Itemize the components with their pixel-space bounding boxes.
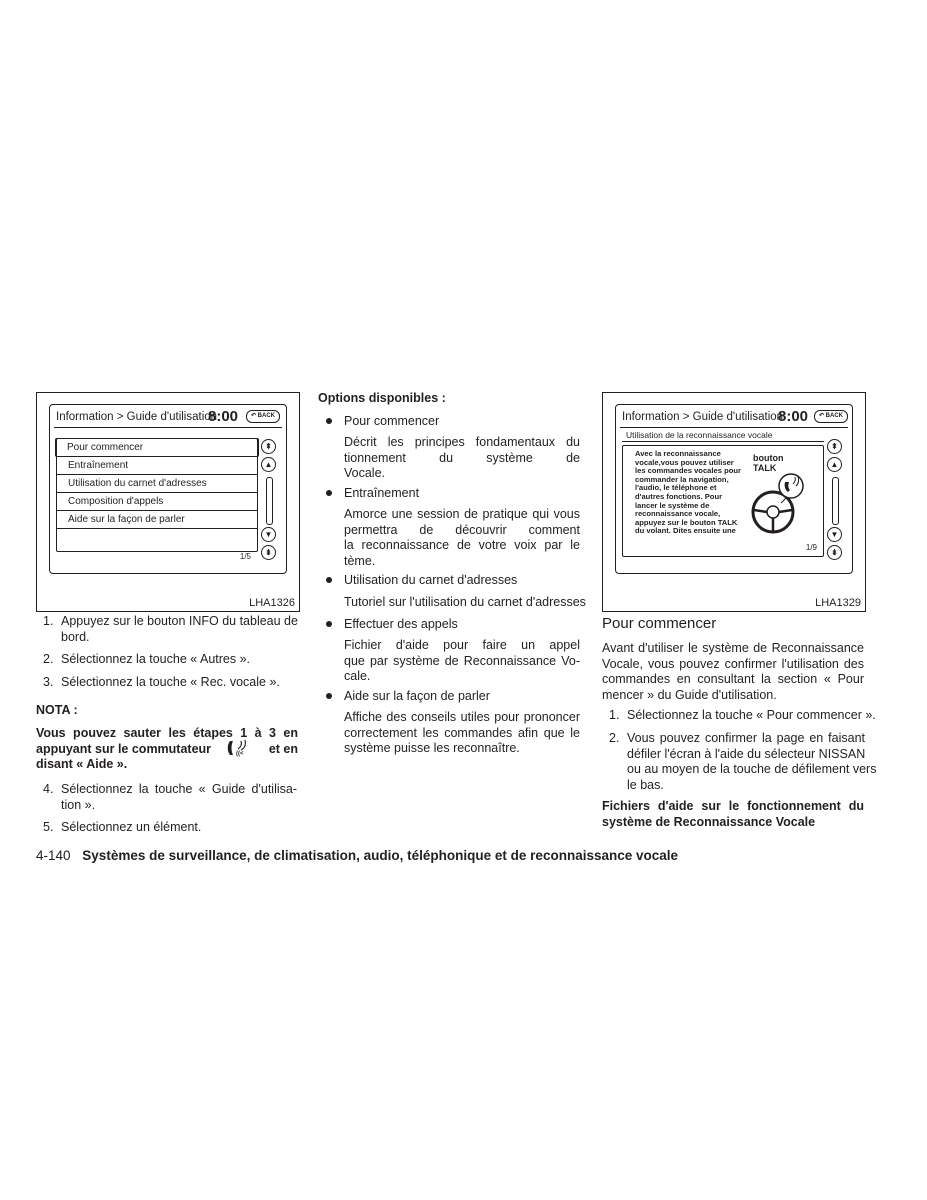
- menu-item-carnet-adresses[interactable]: Utilisation du carnet d'adresses: [57, 475, 257, 493]
- screen-clock: 8:00: [208, 408, 239, 425]
- page-counter: 1/9: [805, 543, 817, 552]
- menu-item-pour-commencer[interactable]: Pour commencer: [55, 438, 259, 457]
- options-heading: Options disponibles :: [318, 391, 446, 405]
- help-text: Avec la reconnaissance vocale,vous pouvez utiliser les commandes vocales pour commander la navigation, l'audio, le téléphone et d'autres fonctions. Pour lancer le système de reconnaissance vocale, appuyez sur le bouton TALK du volant. Dites ensuite une: [635, 449, 741, 536]
- nota-heading: NOTA :: [36, 703, 78, 717]
- scroll-up-button[interactable]: ▲: [827, 457, 842, 472]
- screen-title: Information > Guide d'utilisation: [622, 411, 784, 423]
- page-counter: 1/5: [239, 552, 251, 561]
- scroll-bottom-button[interactable]: ⇟: [827, 545, 842, 560]
- header-divider: [620, 427, 848, 428]
- bullet-icon: [326, 418, 332, 424]
- back-button[interactable]: ↶ BACK: [814, 410, 848, 423]
- menu-item-entrainement[interactable]: Entraînement: [57, 457, 257, 475]
- figure-label: LHA1329: [815, 597, 861, 609]
- screen-menu: [49, 404, 287, 574]
- talk-switch-icon: [226, 739, 252, 762]
- bullet-icon: [326, 577, 332, 583]
- scroll-down-button[interactable]: ▼: [261, 527, 276, 542]
- menu-item-composition-appels[interactable]: Composition d'appels: [57, 493, 257, 511]
- bullet-icon: [326, 621, 332, 627]
- screen-header: [56, 409, 280, 425]
- menu-list: [56, 438, 258, 561]
- subtitle-divider: [622, 441, 824, 442]
- screen-help-page: [615, 404, 853, 574]
- nota-line-2: appuyant sur le commutateur ((< et en: [36, 742, 298, 758]
- scrollbar[interactable]: [266, 477, 273, 525]
- scrollbar[interactable]: [832, 477, 839, 525]
- intro-paragraph: Avant d'utiliser le système de Reconnaissance Vocale, vous pouvez confirmer l'utilisation des commandes en consultant la section « Pour mencer » du Guide d'utilisation.: [602, 641, 864, 702]
- help-content-frame: [622, 445, 824, 557]
- figure-label: LHA1326: [249, 597, 295, 609]
- figure-lha1326: [36, 392, 300, 612]
- back-button[interactable]: ↶ BACK: [246, 410, 280, 423]
- scroll-bottom-button[interactable]: ⇟: [261, 545, 276, 560]
- talk-caption: bouton TALK: [753, 453, 784, 473]
- page-footer: [36, 848, 678, 863]
- nota-line-1: Vous pouvez sauter les étapes 1 à 3 en: [36, 726, 298, 740]
- help-files-heading: Fichiers d'aide sur le fonctionnement du système de Reconnaissance Vocale: [602, 799, 864, 829]
- screen-clock: 8:00: [778, 408, 809, 425]
- steering-wheel-icon: [751, 470, 815, 543]
- chapter-title: Systèmes de surveillance, de climatisation, audio, téléphonique et de reconnaissance vocale: [82, 848, 679, 863]
- screen-title: Information > Guide d'utilisation: [56, 411, 218, 423]
- nota-line-3: disant « Aide ».: [36, 757, 128, 771]
- scroll-top-button[interactable]: ⇞: [261, 439, 276, 454]
- header-divider: [54, 427, 282, 428]
- screen-subtitle: Utilisation de la reconnaissance vocale: [626, 430, 773, 440]
- scroll-down-button[interactable]: ▼: [827, 527, 842, 542]
- bullet-icon: [326, 693, 332, 699]
- scroll-top-button[interactable]: ⇞: [827, 439, 842, 454]
- section-title: Pour commencer: [602, 615, 717, 632]
- scroll-up-button[interactable]: ▲: [261, 457, 276, 472]
- bullet-icon: [326, 490, 332, 496]
- menu-item-aide-parler[interactable]: Aide sur la façon de parler: [57, 511, 257, 529]
- figure-lha1329: [602, 392, 866, 612]
- page-number: 4-140: [36, 848, 71, 863]
- screen-header: [622, 409, 846, 425]
- nota-body: [36, 726, 298, 773]
- svg-text:((<: ((<: [236, 750, 244, 757]
